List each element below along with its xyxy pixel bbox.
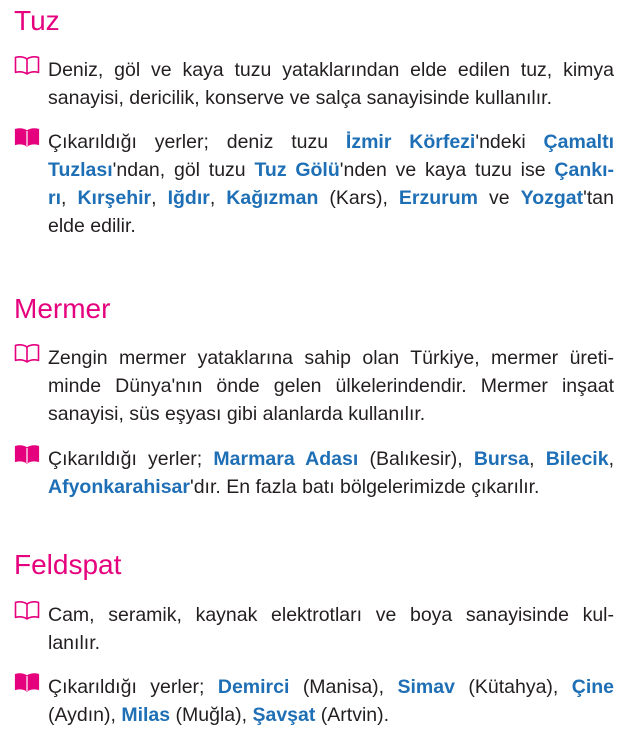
place-name: Erzurum: [398, 187, 479, 209]
place-name: Bursa: [473, 448, 530, 470]
text-line: minde Dünya'nın önde gelen ülkelerindendir. Mermer inşaat: [48, 375, 614, 397]
text-segment: (Aydın),: [48, 704, 122, 726]
place-name: Kırşehir: [77, 187, 152, 209]
text-line: [48, 473, 614, 501]
text-segment: 'ndeki: [475, 131, 544, 153]
places-text: [48, 128, 614, 240]
text-segment: (Kars),: [318, 187, 399, 209]
text-segment: (Balıkesir),: [358, 448, 474, 470]
place-name: Afyonkarahisar: [48, 476, 190, 498]
text-segment: ,: [151, 187, 168, 209]
text-segment: 'tan: [583, 187, 614, 209]
text-line: sanayisi, süs eşyası gibi alanlarda kullanılır.: [48, 403, 426, 425]
places-text: [48, 673, 614, 729]
place-name: Simav: [397, 676, 455, 698]
place-name: Kağızman: [226, 187, 319, 209]
text-line: [48, 128, 614, 156]
text-segment: (Artvin).: [315, 704, 390, 726]
text-segment: 'ndan, göl tuzu: [112, 159, 255, 181]
section-title: Tuz: [14, 5, 60, 36]
place-name: Çankı-: [554, 159, 615, 181]
text-segment: ,: [209, 187, 227, 209]
open-book-filled-icon: [14, 127, 40, 147]
section-title: Feldspat: [14, 549, 122, 580]
text-segment: ve: [478, 187, 521, 209]
place-name: Çamaltı: [543, 131, 614, 153]
place-name: Tuzlası: [48, 159, 113, 181]
place-name: Milas: [121, 704, 171, 726]
place-name: Tuz Gölü: [254, 159, 340, 181]
text-segment: ,: [61, 187, 78, 209]
place-name: rı: [48, 187, 62, 209]
open-book-outline-icon: [14, 600, 40, 620]
text-line: [48, 184, 614, 212]
open-book-filled-icon: [14, 444, 40, 464]
text-segment: ,: [529, 448, 546, 470]
text-segment: ,: [608, 448, 614, 470]
open-book-outline-icon: [14, 343, 40, 363]
open-book-outline-icon: [14, 55, 40, 75]
text-segment: 'dır. En fazla batı bölgelerimizde çıkarılır.: [189, 476, 540, 498]
open-book-filled-icon: [14, 672, 40, 692]
place-name: Marmara Adası: [213, 448, 359, 470]
text-segment: (Kütahya),: [454, 676, 572, 698]
place-name: Şavşat: [252, 704, 316, 726]
text-segment: (Manisa),: [289, 676, 398, 698]
place-name: Iğdır: [167, 187, 210, 209]
text-segment: (Muğla),: [170, 704, 253, 726]
info-text: [48, 56, 614, 112]
text-segment: 'nden ve kaya tuzu ise: [339, 159, 555, 181]
place-name: Yozgat: [520, 187, 584, 209]
text-line: Deniz, göl ve kaya tuzu yataklarından elde edilen tuz, kimya: [48, 59, 614, 81]
text-line: Zengin mermer yataklarına sahip olan Türkiye, mermer üreti-: [48, 347, 614, 369]
info-text: [48, 344, 614, 428]
text-segment: Çıkarıldığı yerler;: [48, 676, 218, 698]
text-line: [48, 212, 614, 240]
place-name: İzmir Körfezi: [345, 131, 476, 153]
text-line: [48, 673, 614, 701]
text-line: [48, 156, 614, 184]
place-name: Demirci: [217, 676, 290, 698]
place-name: Çine: [571, 676, 614, 698]
info-text: [48, 601, 614, 657]
text-line: [48, 701, 614, 729]
places-text: [48, 445, 614, 501]
text-line: Cam, seramik, kaynak elektrotları ve boya sanayisinde kul-: [48, 604, 614, 626]
text-segment: Çıkarıldığı yerler;: [48, 448, 214, 470]
text-segment: elde edilir.: [48, 215, 136, 237]
section-title: Mermer: [14, 293, 111, 324]
text-line: sanayisi, dericilik, konserve ve salça sanayisinde kullanılır.: [48, 87, 552, 109]
text-line: lanılır.: [48, 632, 101, 654]
text-segment: Çıkarıldığı yerler; deniz tuzu: [48, 131, 346, 153]
text-line: [48, 445, 614, 473]
place-name: Bilecik: [545, 448, 609, 470]
